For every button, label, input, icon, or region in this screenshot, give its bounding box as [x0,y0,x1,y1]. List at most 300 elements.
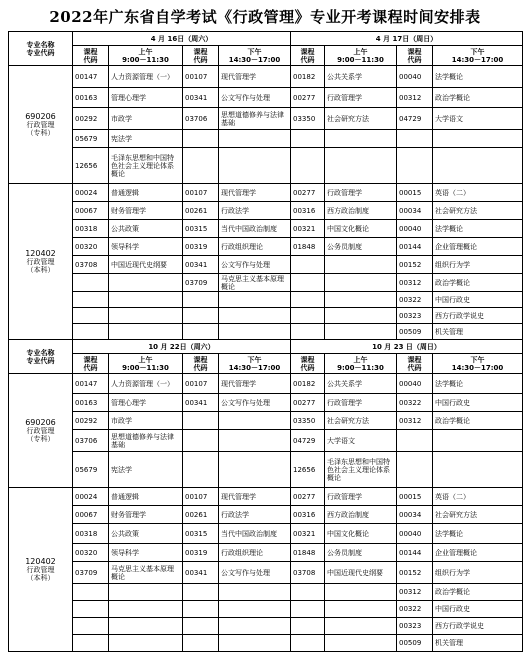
course-code-header [73,354,109,374]
course-name-cell [109,274,183,292]
course-code-cell [183,292,219,308]
course-name-cell [109,618,183,635]
header-line: 代码 [83,55,98,64]
header-line: 下午 [470,47,485,56]
header-line: 上午 [353,355,368,364]
course-name-cell [325,274,397,292]
course-code-cell: 00315 [183,220,219,238]
course-name-cell [325,324,397,340]
course-code-cell: 00147 [73,66,109,88]
header-line: 9:00－11:30 [122,363,169,372]
course-row [9,148,523,184]
course-name-cell: 法学概论 [433,220,523,238]
course-code-cell: 00320 [73,238,109,256]
course-name-cell: 西方行政学说史 [433,308,523,324]
course-code-header [183,354,219,374]
course-name-cell: 政治学概论 [433,88,523,108]
course-row [9,618,523,635]
course-name-cell [109,635,183,652]
major-name: 行政管理 [26,565,55,574]
course-code-cell: 00107 [183,184,219,202]
course-code-cell: 00107 [183,374,219,394]
course-code-cell [183,618,219,635]
course-name-cell: 中国近现代史纲要 [325,562,397,584]
course-name-cell: 公共关系学 [325,374,397,394]
course-code-cell: 00321 [291,220,325,238]
course-code-cell: 00144 [397,544,433,562]
course-name-cell: 西方政治制度 [325,202,397,220]
course-code-cell: 00321 [291,524,325,544]
course-name-cell: 宪法学 [109,452,183,488]
course-name-cell: 中国行政史 [433,601,523,618]
course-code-cell: 00277 [291,88,325,108]
major-header-cell [9,32,73,66]
course-row [9,66,523,88]
course-code-cell: 00320 [73,544,109,562]
course-code-cell: 05679 [73,452,109,488]
course-code-cell: 00323 [397,618,433,635]
header-line: 14:30－17:00 [451,55,504,64]
course-code-cell: 12656 [291,452,325,488]
course-name-cell: 当代中国政治制度 [219,220,291,238]
course-code-cell: 03350 [291,412,325,430]
course-code-cell [291,601,325,618]
course-name-cell: 中国近现代史纲要 [109,256,183,274]
course-name-cell: 英语（二） [433,488,523,506]
course-code-cell [183,412,219,430]
course-name-cell: 中国文化概论 [325,220,397,238]
course-name-cell: 行政组织理论 [219,544,291,562]
course-code-cell [73,308,109,324]
schedule-body [9,32,523,652]
course-code-cell: 00341 [183,394,219,412]
course-name-cell: 公文写作与处理 [219,394,291,412]
course-code-cell: 00292 [73,108,109,130]
document-title: 2022年广东省自学考试《行政管理》专业开考课程时间安排表 [49,8,481,26]
course-name-cell: 组织行为学 [433,562,523,584]
header-line: 课程 [300,47,315,56]
course-code-cell [73,274,109,292]
course-name-cell: 社会研究方法 [433,202,523,220]
course-code-cell: 00163 [73,394,109,412]
course-name-cell: 大学语文 [433,108,523,130]
course-name-cell [109,308,183,324]
header-line: 9:00－11:30 [122,55,169,64]
course-code-cell: 00040 [397,374,433,394]
course-name-cell: 财务管理学 [109,202,183,220]
course-name-cell: 马克思主义基本原理概论 [219,274,291,292]
section-header-row [9,340,523,354]
course-name-cell: 财务管理学 [109,506,183,524]
course-name-cell: 社会研究方法 [325,108,397,130]
header-line: 代码 [407,363,422,372]
schedule-table [8,31,523,652]
header-line: 14:30－17:00 [451,363,504,372]
course-code-cell [397,430,433,452]
course-code-cell: 00034 [397,506,433,524]
course-code-cell [73,601,109,618]
major-cell [9,488,73,652]
course-name-cell: 宪法学 [109,130,183,148]
course-name-cell: 法学概论 [433,66,523,88]
major-name: 行政管理 [26,257,55,266]
course-code-cell: 00040 [397,66,433,88]
course-code-cell [397,130,433,148]
header-line: 代码 [83,363,98,372]
course-code-cell: 00261 [183,506,219,524]
course-name-cell [325,618,397,635]
course-code-cell: 00277 [291,184,325,202]
major-level: （专科） [26,434,55,443]
course-code-cell: 00509 [397,635,433,652]
course-code-cell: 00323 [397,308,433,324]
course-code-cell [73,584,109,601]
course-code-cell [291,584,325,601]
course-code-cell: 00292 [73,412,109,430]
course-name-cell: 企业管理概论 [433,238,523,256]
course-row [9,292,523,308]
course-name-cell: 公共政策 [109,220,183,238]
course-name-cell [325,256,397,274]
course-code-cell: 00322 [397,292,433,308]
header-line: 代码 [300,363,315,372]
course-name-cell: 行政法学 [219,506,291,524]
afternoon-slot-header [219,46,291,66]
course-name-cell [219,148,291,184]
course-code-cell: 00312 [397,584,433,601]
course-name-cell: 思想道德修养与法律基础 [109,430,183,452]
course-name-cell [325,292,397,308]
course-code-cell: 00316 [291,506,325,524]
exam-date-day1: 4 月 16日（周六） [73,32,291,46]
course-name-cell: 行政管理学 [325,88,397,108]
course-name-cell: 组织行为学 [433,256,523,274]
course-name-cell: 行政管理学 [325,184,397,202]
course-code-cell: 00147 [73,374,109,394]
course-code-cell [183,130,219,148]
course-code-cell: 00312 [397,412,433,430]
course-code-cell: 00509 [397,324,433,340]
course-row [9,88,523,108]
course-name-cell: 法学概论 [433,374,523,394]
course-name-cell: 公文写作与处理 [219,88,291,108]
course-code-cell: 00040 [397,524,433,544]
header-line: 下午 [247,355,262,364]
course-code-cell: 00015 [397,488,433,506]
course-name-cell: 政治学概论 [433,274,523,292]
course-code-cell: 00341 [183,562,219,584]
course-name-cell [109,324,183,340]
major-level: （专科） [26,128,55,137]
course-code-cell [291,308,325,324]
course-code-cell [291,618,325,635]
course-code-cell: 04729 [397,108,433,130]
course-code-cell [291,148,325,184]
course-code-cell: 00015 [397,184,433,202]
course-code-cell [291,274,325,292]
course-code-cell [183,430,219,452]
course-code-cell [291,324,325,340]
major-cell [9,66,73,184]
header-line: 课程 [83,355,98,364]
course-code-cell: 00034 [397,202,433,220]
course-code-cell: 03706 [73,430,109,452]
morning-slot-header [109,46,183,66]
course-code-cell: 03706 [183,108,219,130]
course-name-cell: 公文写作与处理 [219,256,291,274]
course-code-cell: 00341 [183,256,219,274]
course-name-cell: 毛泽东思想和中国特色社会主义理论体系概论 [109,148,183,184]
course-name-cell: 行政管理学 [325,488,397,506]
course-code-cell [183,452,219,488]
course-row [9,108,523,130]
header-line: 课程 [407,355,422,364]
course-code-cell: 04729 [291,430,325,452]
major-header-cell [9,340,73,374]
major-cell [9,184,73,340]
course-name-cell: 社会研究方法 [433,506,523,524]
course-row [9,374,523,394]
course-code-header [73,46,109,66]
course-name-cell: 行政组织理论 [219,238,291,256]
course-name-cell: 领导科学 [109,238,183,256]
course-name-cell: 领导科学 [109,544,183,562]
course-name-cell: 社会研究方法 [325,412,397,430]
header-line: 课程 [407,47,422,56]
course-name-cell: 现代管理学 [219,66,291,88]
course-code-cell: 01848 [291,544,325,562]
course-name-cell: 企业管理概论 [433,544,523,562]
header-line: 代码 [407,55,422,64]
course-name-cell: 中国行政史 [433,394,523,412]
course-code-cell [397,148,433,184]
course-name-cell [325,148,397,184]
course-code-cell [291,130,325,148]
morning-slot-header [325,354,397,374]
course-name-cell: 西方政治制度 [325,506,397,524]
course-code-cell: 00107 [183,66,219,88]
morning-slot-header [325,46,397,66]
course-code-cell [291,635,325,652]
course-name-cell: 政治学概论 [433,584,523,601]
course-row [9,562,523,584]
course-code-cell: 00144 [397,238,433,256]
course-row [9,506,523,524]
course-name-cell: 现代管理学 [219,184,291,202]
course-name-cell [433,130,523,148]
course-name-cell [219,618,291,635]
course-code-cell: 00319 [183,238,219,256]
course-code-cell: 03708 [73,256,109,274]
header-line: 上午 [138,355,153,364]
course-code-cell: 00067 [73,202,109,220]
course-code-cell: 00107 [183,488,219,506]
course-name-cell: 马克思主义基本原理概论 [109,562,183,584]
course-name-cell: 中国行政史 [433,292,523,308]
course-code-header [397,46,433,66]
course-name-cell: 行政法学 [219,202,291,220]
course-name-cell [109,292,183,308]
major-level: （本科） [26,573,55,582]
course-code-cell [73,635,109,652]
course-name-cell: 管理心理学 [109,88,183,108]
header-line: 9:00－11:30 [337,55,384,64]
afternoon-slot-header [433,354,523,374]
course-code-cell: 00152 [397,562,433,584]
course-code-cell [73,324,109,340]
course-row [9,184,523,202]
header-line: 14:30－17:00 [228,55,281,64]
course-name-cell [325,584,397,601]
course-name-cell: 人力资源管理（一） [109,374,183,394]
course-code-cell: 00040 [397,220,433,238]
course-code-cell: 00182 [291,374,325,394]
header-line: 14:30－17:00 [228,363,281,372]
course-name-cell: 机关管理 [433,635,523,652]
header-line: 代码 [193,363,208,372]
course-name-cell [325,635,397,652]
course-code-cell: 05679 [73,130,109,148]
course-name-cell [433,148,523,184]
course-name-cell: 机关管理 [433,324,523,340]
header-line: 课程 [193,47,208,56]
major-name: 行政管理 [26,426,55,435]
major-cell [9,374,73,488]
course-code-cell: 00152 [397,256,433,274]
course-code-cell: 00341 [183,88,219,108]
major-name: 行政管理 [26,120,55,129]
header-line: 专业名称 [26,40,55,49]
course-row [9,452,523,488]
course-name-cell: 公文写作与处理 [219,562,291,584]
course-row [9,256,523,274]
major-code: 120402 [25,248,56,258]
course-row [9,220,523,238]
course-row [9,488,523,506]
morning-slot-header [109,354,183,374]
afternoon-slot-header [433,46,523,66]
course-name-cell: 公共关系学 [325,66,397,88]
course-name-cell: 毛泽东思想和中国特色社会主义理论体系概论 [325,452,397,488]
course-code-cell: 03708 [291,562,325,584]
header-line: 上午 [353,47,368,56]
course-code-cell [183,635,219,652]
afternoon-slot-header [219,354,291,374]
course-name-cell [219,324,291,340]
course-name-cell: 公务员制度 [325,544,397,562]
course-name-cell [219,430,291,452]
course-name-cell: 人力资源管理（一） [109,66,183,88]
major-code: 690206 [25,417,56,427]
course-name-cell: 公共政策 [109,524,183,544]
exam-date-day2: 4 月 17日（周日） [291,32,523,46]
course-code-cell: 00312 [397,88,433,108]
major-level: （本科） [26,265,55,274]
course-code-cell: 03350 [291,108,325,130]
course-name-cell: 现代管理学 [219,374,291,394]
course-code-cell [183,324,219,340]
course-row [9,430,523,452]
course-name-cell: 现代管理学 [219,488,291,506]
course-code-cell: 01848 [291,238,325,256]
course-code-cell: 00182 [291,66,325,88]
course-code-cell: 03709 [183,274,219,292]
course-name-cell [219,584,291,601]
course-name-cell [219,308,291,324]
course-row [9,601,523,618]
course-code-cell: 03709 [73,562,109,584]
course-code-cell: 00261 [183,202,219,220]
course-name-cell [325,130,397,148]
course-code-cell [73,292,109,308]
header-line: 下午 [470,355,485,364]
course-name-cell: 西方行政学说史 [433,618,523,635]
course-code-cell [397,452,433,488]
header-line: 下午 [247,47,262,56]
course-code-cell: 00163 [73,88,109,108]
course-code-cell [291,292,325,308]
exam-date-day2: 10 月 23 日（周日） [291,340,523,354]
header-line: 上午 [138,47,153,56]
course-code-cell: 00277 [291,488,325,506]
course-name-cell: 中国文化概论 [325,524,397,544]
course-row [9,544,523,562]
course-name-cell [219,601,291,618]
major-code: 120402 [25,556,56,566]
course-row [9,308,523,324]
course-code-cell: 00312 [397,274,433,292]
course-code-cell [183,584,219,601]
header-line: 专业代码 [26,356,55,365]
course-code-cell [183,601,219,618]
course-code-header [397,354,433,374]
course-name-cell: 思想道德修养与法律基础 [219,108,291,130]
course-row [9,274,523,292]
header-line: 专业名称 [26,348,55,357]
course-name-cell: 大学语文 [325,430,397,452]
course-row [9,324,523,340]
header-line: 9:00－11:30 [337,363,384,372]
course-name-cell [325,601,397,618]
course-code-cell: 00315 [183,524,219,544]
course-code-cell: 00322 [397,394,433,412]
course-code-cell: 00319 [183,544,219,562]
course-name-cell [219,452,291,488]
course-code-cell [183,308,219,324]
course-code-cell: 00024 [73,184,109,202]
course-name-cell: 法学概论 [433,524,523,544]
course-name-cell [219,130,291,148]
course-name-cell: 公务员制度 [325,238,397,256]
section-subheader-row [9,354,523,374]
course-name-cell [219,412,291,430]
course-name-cell: 行政管理学 [325,394,397,412]
course-name-cell: 当代中国政治制度 [219,524,291,544]
course-code-cell: 00316 [291,202,325,220]
header-line: 课程 [300,355,315,364]
course-name-cell [219,635,291,652]
course-row [9,202,523,220]
course-code-cell: 12656 [73,148,109,184]
course-name-cell [109,584,183,601]
course-code-cell: 00024 [73,488,109,506]
course-row [9,524,523,544]
course-row [9,394,523,412]
course-code-cell [291,256,325,274]
major-code: 690206 [25,111,56,121]
section-header-row [9,32,523,46]
header-line: 代码 [193,55,208,64]
